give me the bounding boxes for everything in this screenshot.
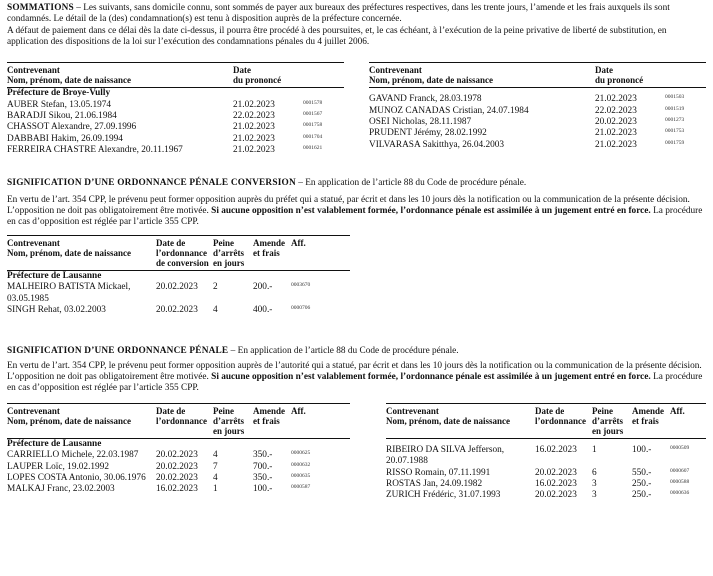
table-row	[369, 140, 706, 151]
cell-amende: 100.-	[632, 444, 652, 455]
cell-date: 20.02.2023	[535, 467, 577, 478]
cell-peine: 3	[592, 478, 597, 489]
penale-left-table	[7, 403, 350, 502]
cell-date: 22.02.2023	[233, 111, 275, 122]
col-header-name: Contrevenant Nom, prénom, date de naissance	[7, 403, 156, 438]
penale-right-table	[386, 403, 706, 502]
cell-amende: 400.-	[253, 304, 273, 315]
table-row	[7, 305, 350, 316]
penale-heading: SIGNIFICATION D’UNE ORDONNANCE PÉNALE – En application de l’article 88 du Code de procédure pénale.	[7, 346, 459, 357]
cell-peine: 3	[592, 490, 597, 501]
cell-peine: 7	[213, 461, 218, 472]
table-row	[369, 128, 706, 139]
cell-aff: 0001621	[303, 145, 323, 152]
prefecture-label: Préfecture de Lausanne	[7, 270, 102, 281]
cell-aff: 0001567	[303, 111, 323, 118]
conversion-text: En vertu de l’art. 354 CPP, le prévenu peut former opposition auprès du préfet qui a statué, par écrit et dans les 10 jours dès la notification ou la communication de la présente décision. L’opposition ne doit pas obligatoirement être motivée. Si aucune opposition n’est valablement formée, l’ordonnance pénale est assimilée à un jugement entré en force. La procédure en cas d’opposition est réglée par l’article 355 CPP.	[7, 194, 703, 228]
cell-date: 16.02.2023	[156, 484, 198, 495]
cell-aff: 0001753	[665, 128, 685, 135]
cell-aff: 0003670	[291, 282, 311, 289]
table-row	[7, 473, 350, 484]
cell-date: 20.02.2023	[156, 282, 198, 293]
col-header-name: Contrevenant Nom, prénom, date de naissance	[7, 63, 233, 88]
conversion-title: SIGNIFICATION D’UNE ORDONNANCE PÉNALE CONVERSION	[7, 178, 296, 189]
cell-name: CHASSOT Alexandre, 27.09.1996	[7, 122, 137, 133]
cell-amende: 350.-	[253, 472, 273, 483]
col-header-amende: Amende et frais	[253, 235, 291, 270]
cell-date: 20.02.2023	[595, 117, 637, 128]
cell-aff: 0000636	[670, 490, 690, 497]
cell-peine: 6	[592, 467, 597, 478]
cell-aff: 0001759	[665, 139, 685, 146]
cell-aff: 0001578	[303, 99, 323, 106]
cell-date: 22.02.2023	[595, 105, 637, 116]
cell-date: 20.02.2023	[535, 490, 577, 501]
cell-aff: 0000706	[291, 304, 311, 311]
cell-peine: 4	[213, 304, 218, 315]
cell-name: GAVAND Franck, 28.03.1978	[369, 94, 482, 105]
table-row	[369, 117, 706, 128]
cell-name: MALKAJ Franc, 23.02.2003	[7, 484, 115, 495]
cell-aff: 0000625	[291, 450, 311, 457]
cell-aff: 0000607	[670, 467, 690, 474]
table-row	[386, 468, 706, 479]
col-header-amende: Amende et frais	[253, 403, 291, 438]
cell-name: MALHEIRO BATISTA Mickael, 03.05.1985	[7, 282, 131, 304]
col-header-peine: Peine d’arrêts en jours	[213, 235, 253, 270]
cell-aff: 0001758	[303, 122, 323, 129]
cell-amende: 200.-	[253, 282, 273, 293]
cell-aff: 0001704	[303, 133, 323, 140]
cell-name: LOPES COSTA Antonio, 30.06.1976	[7, 472, 146, 483]
cell-aff: 0000588	[670, 478, 690, 485]
col-header-name: Contrevenant Nom, prénom, date de naissance	[386, 403, 535, 438]
cell-date: 21.02.2023	[595, 139, 637, 150]
col-header-peine: Peine d’arrêts en jours	[592, 403, 632, 438]
cell-date: 20.02.2023	[156, 450, 198, 461]
cell-date: 21.02.2023	[233, 145, 275, 156]
sommations-para2: A défaut de paiement dans ce délai dès la date ci-dessus, il pourra être procédé à des poursuites, et, le cas échéant, à l’exécution de la peine privative de liberté de substitution, en application des dispositions de la loi sur l’exécution des condamnations pénales du 4 juillet 2006.	[7, 25, 667, 47]
cell-aff: 0000632	[291, 461, 311, 468]
col-header-name: Contrevenant Nom, prénom, date de naissance	[7, 235, 156, 270]
col-header-date: Date de l’ordonnance	[535, 403, 592, 438]
cell-peine: 2	[213, 282, 218, 293]
cell-peine: 4	[213, 450, 218, 461]
table-row	[7, 100, 344, 111]
table-row	[386, 479, 706, 490]
col-header-date: Date de l’ordonnance de conversion	[156, 235, 213, 270]
col-header-aff: Aff.	[670, 403, 706, 438]
cell-date: 20.02.2023	[156, 472, 198, 483]
col-header-date: Date du prononcé	[595, 63, 665, 88]
cell-name: MUNOZ CANADAS Cristian, 24.07.1984	[369, 105, 529, 116]
cell-amende: 250.-	[632, 490, 652, 501]
cell-name: FERREIRA CHASTRE Alexandre, 20.11.1967	[7, 145, 183, 156]
prefecture-label: Préfecture de Broye-Vully	[7, 88, 111, 99]
cell-date: 16.02.2023	[535, 444, 577, 455]
cell-name: BARADJI Sikou, 21.06.1984	[7, 111, 117, 122]
table-row	[386, 490, 706, 501]
sommations-tables	[7, 62, 706, 156]
cell-aff: 0001519	[665, 105, 685, 112]
col-header-aff: Aff.	[291, 235, 350, 270]
table-row	[7, 484, 350, 495]
penale-tables	[7, 403, 706, 502]
cell-date: 21.02.2023	[233, 99, 275, 110]
col-header-amende: Amende et frais	[632, 403, 670, 438]
col-header-aff: Aff.	[291, 403, 350, 438]
cell-name: CARRIELLO Michele, 22.03.1987	[7, 450, 139, 461]
table-row	[7, 450, 350, 461]
cell-amende: 100.-	[253, 484, 273, 495]
cell-name: ROSTAS Jan, 24.09.1982	[386, 478, 483, 489]
cell-name: RISSO Romain, 07.11.1991	[386, 467, 491, 478]
cell-amende: 550.-	[632, 467, 652, 478]
table-row	[7, 122, 344, 133]
table-row	[7, 145, 344, 156]
penale-title: SIGNIFICATION D’UNE ORDONNANCE PÉNALE	[7, 346, 229, 357]
col-header-peine: Peine d’arrêts en jours	[213, 403, 253, 438]
col-header-date: Date du prononcé	[233, 63, 303, 88]
sommations-intro-text: – Les suivants, sans domicile connu, sont sommés de payer aux bureaux des préfectures respectives, dans les trente jours, l’amende et les frais auxquels ils sont condamnés. Le détail de la (des) condamnation(s) est tenu à disposition auprès de la préfecture concernée.	[7, 3, 670, 25]
cell-date: 20.02.2023	[156, 304, 198, 315]
cell-date: 21.02.2023	[595, 128, 637, 139]
conversion-heading: SIGNIFICATION D’UNE ORDONNANCE PÉNALE CONVERSION – En application de l’article 88 du Code de procédure pénale.	[7, 178, 527, 189]
cell-name: VILVARASA Sakitthya, 26.04.2003	[369, 139, 505, 150]
table-row	[369, 94, 706, 105]
table-row	[386, 445, 706, 468]
prefecture-label: Préfecture de Lausanne	[7, 438, 102, 449]
cell-name: LAUPER Loïc, 19.02.1992	[7, 461, 110, 472]
sommations-left-table	[7, 62, 344, 156]
cell-peine: 4	[213, 472, 218, 483]
sommations-intro	[7, 3, 706, 26]
sommations-right-table	[369, 62, 706, 156]
cell-date: 21.02.2023	[595, 94, 637, 105]
cell-amende: 700.-	[253, 461, 273, 472]
cell-amende: 250.-	[632, 478, 652, 489]
table-row	[7, 282, 350, 305]
cell-aff: 0001503	[665, 94, 685, 101]
cell-aff: 0000635	[291, 472, 311, 479]
cell-peine: 1	[592, 444, 597, 455]
cell-amende: 350.-	[253, 450, 273, 461]
cell-name: AUBER Stefan, 13.05.1974	[7, 99, 112, 110]
col-header-name: Contrevenant Nom, prénom, date de naissance	[369, 63, 595, 88]
cell-name: OSEI Nicholas, 28.11.1987	[369, 117, 472, 128]
cell-name: PRUDENT Jérémy, 28.02.1992	[369, 128, 487, 139]
cell-date: 21.02.2023	[233, 122, 275, 133]
cell-name: SINGH Rehat, 03.02.2003	[7, 304, 106, 315]
penale-text: En vertu de l’art. 354 CPP, le prévenu peut former opposition auprès de l’autorité qui a statué, par écrit et dans les 10 jours dès la notification ou la communication de la présente décision. L’opposition ne doit pas obligatoirement être motivée. Si aucune opposition n’est valablement formée, l’ordonnance pénale est assimilée à un jugement entré en force. La procédure en cas d’opposition est réglée par l’article 355 CPP.	[7, 360, 703, 394]
cell-date: 21.02.2023	[233, 133, 275, 144]
col-header-date: Date de l’ordonnance	[156, 403, 213, 438]
table-row	[369, 106, 706, 117]
cell-aff: 0000509	[670, 444, 690, 451]
table-row	[7, 134, 344, 145]
cell-date: 16.02.2023	[535, 478, 577, 489]
table-row	[7, 111, 344, 122]
cell-peine: 1	[213, 484, 218, 495]
cell-aff: 0000587	[291, 484, 311, 491]
table-row	[7, 462, 350, 473]
sommations-title: SOMMATIONS	[7, 3, 74, 13]
cell-name: ZURICH Frédéric, 31.07.1993	[386, 490, 501, 501]
cell-aff: 0001273	[665, 117, 685, 124]
cell-date: 20.02.2023	[156, 461, 198, 472]
cell-name: RIBEIRO DA SILVA Jefferson, 20.07.1988	[386, 444, 505, 467]
cell-name: DABBABI Hakim, 26.09.1994	[7, 133, 123, 144]
conversion-table	[7, 235, 350, 317]
